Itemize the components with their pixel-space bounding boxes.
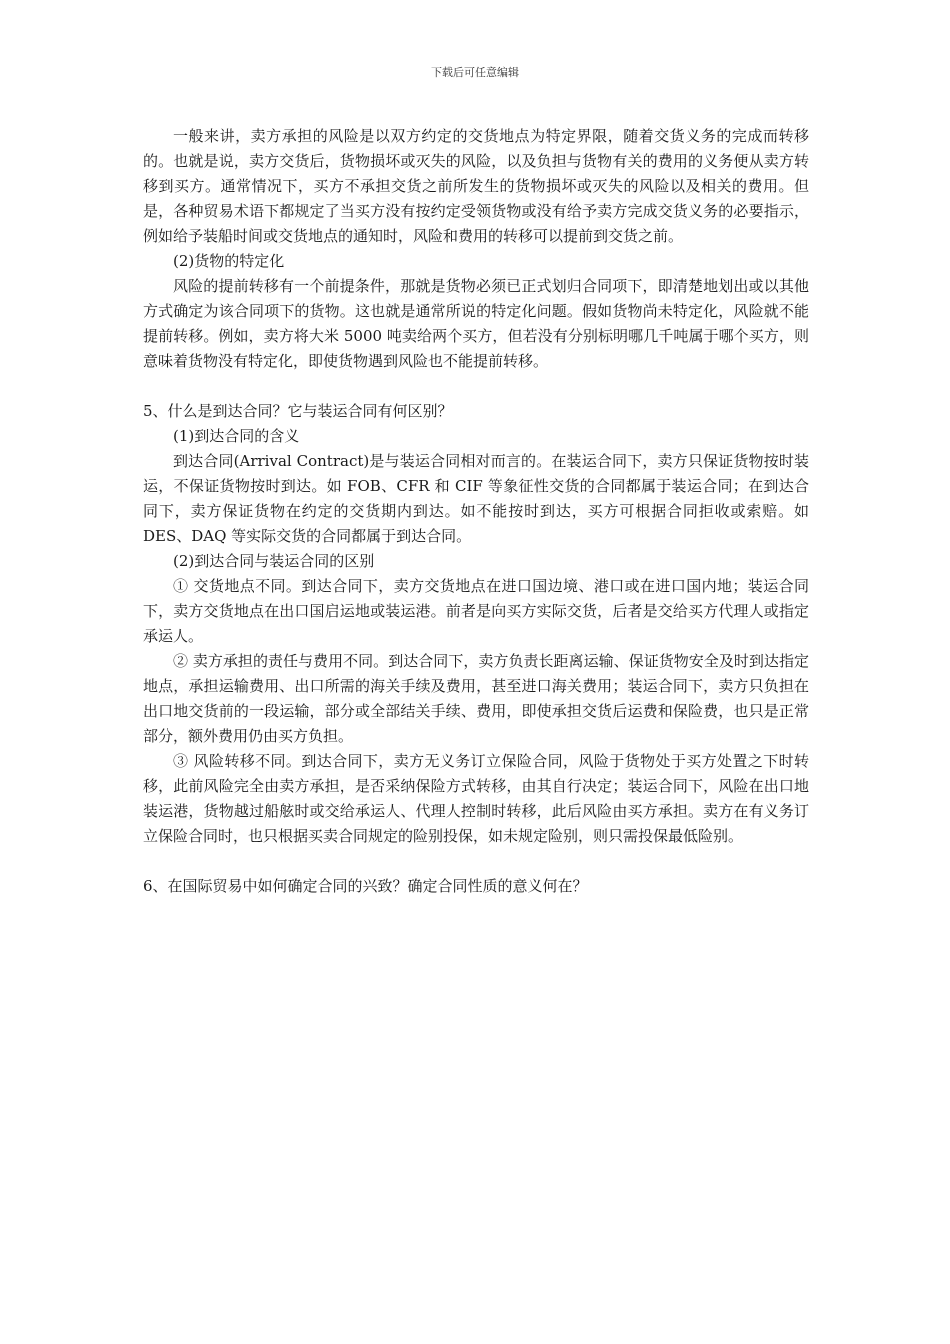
document-body bbox=[143, 124, 809, 899]
question-6: 6、在国际贸易中如何确定合同的兴致？确定合同性质的意义何在？ bbox=[143, 877, 588, 895]
list-item-delivery-place: ① 交货地点不同。到达合同下，卖方交货地点在进口国边境、港口或在进口国内地；装运合同下，卖方交货地点在出口国启运地或装运港。前者是向买方实际交货，后者是交给买方代理人或指定承运人。 bbox=[143, 577, 809, 645]
paragraph-goods-identification: 风险的提前转移有一个前提条件，那就是货物必须已正式划归合同项下，即清楚地划出或以其他方式确定为该合同项下的货物。这也就是通常所说的特定化问题。假如货物尚未特定化，风险就不能提前转移。例如，卖方将大米 5000 吨卖给两个买方，但若没有分别标明哪几千吨属于哪个买方，则意味着货物没有特定化，即使货物遇到风险也不能提前转移。 bbox=[143, 277, 809, 370]
paragraph-arrival-contract-meaning: 到达合同(Arrival Contract)是与装运合同相对而言的。在装运合同下，卖方只保证货物按时装运，不保证货物按时到达。如 FOB、CFR 和 CIF 等象征性交货的合同都属于装运合同；在到达合同下，卖方保证货物在约定的交货期内到达。如不能按时到达，买方可根据合同拒收或索赔。如 DES、DAQ 等实际交货的合同都属于到达合同。 bbox=[143, 452, 809, 545]
question-5: 5、什么是到达合同？它与装运合同有何区别？ bbox=[143, 402, 453, 420]
subheading-contract-differences: (2)到达合同与装运合同的区别 bbox=[173, 552, 375, 570]
list-item-responsibility-cost: ② 卖方承担的责任与费用不同。到达合同下，卖方负责长距离运输、保证货物安全及时到达指定地点，承担运输费用、出口所需的海关手续及费用，甚至进口海关费用；装运合同下，卖方只负担在出口地交货前的一段运输，部分或全部结关手续、费用，即使承担交货后运费和保险费，也只是正常部分，额外费用仍由买方负担。 bbox=[143, 652, 809, 745]
paragraph-risk-transfer: 一般来讲，卖方承担的风险是以双方约定的交货地点为特定界限，随着交货义务的完成而转移的。也就是说，卖方交货后，货物损坏或灭失的风险，以及负担与货物有关的费用的义务便从卖方转移到买方。通常情况下，买方不承担交货之前所发生的货物损坏或灭失的风险以及相关的费用。但是，各种贸易术语下都规定了当买方没有按约定受领货物或没有给予卖方完成交货义务的必要指示，例如给予装船时间或交货地点的通知时，风险和费用的转移可以提前到交货之前。 bbox=[143, 127, 809, 245]
list-item-risk-transfer: ③ 风险转移不同。到达合同下，卖方无义务订立保险合同，风险于货物处于买方处置之下时转移，此前风险完全由卖方承担，是否采纳保险方式转移，由其自行决定；装运合同下，风险在出口地装运港，货物越过船舷时或交给承运人、代理人控制时转移，此后风险由买方承担。卖方在有义务订立保险合同时，也只根据买卖合同规定的险别投保，如未规定险别，则只需投保最低险别。 bbox=[143, 752, 809, 845]
subheading-goods-identification: (2)货物的特定化 bbox=[173, 252, 285, 270]
subheading-arrival-contract-meaning: (1)到达合同的含义 bbox=[173, 427, 300, 445]
page-header: 下载后可任意编辑 bbox=[431, 66, 519, 79]
